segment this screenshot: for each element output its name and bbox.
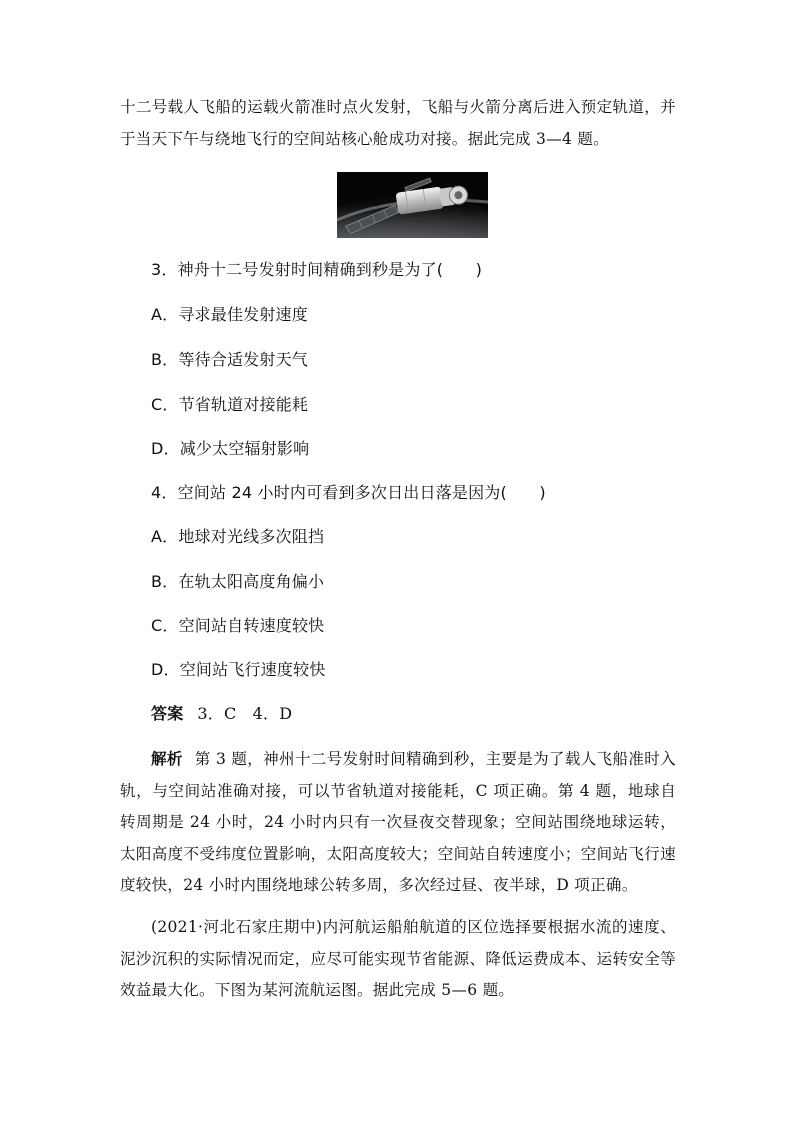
- next-text: 内河航运船舶航道的区位选择要根据水流的速度、泥沙沉积的实际情况而定，应尽可能实现节省能源、降低运费成本、运转安全等效益最大化。下图为某河流航运图。据此完成 5—6 题。: [120, 918, 677, 999]
- question-4-option-b: B．在轨太阳高度角偏小: [151, 572, 325, 591]
- question-4-stem: 4．空间站 24 小时内可看到多次日出日落是因为( ): [151, 483, 546, 502]
- next-section-paragraph: [120, 912, 676, 1007]
- answer-line: [151, 704, 292, 724]
- question-4-option-a: A．地球对光线多次阻挡: [151, 527, 325, 546]
- question-3-option-d: D．减少太空辐射影响: [151, 439, 310, 458]
- intro-paragraph: 十二号载人飞船的运载火箭准时点火发射，飞船与火箭分离后进入预定轨道，并于当天下午与绕地飞行的空间站核心舱成功对接。据此完成 3—4 题。: [120, 98, 676, 148]
- question-3-stem: 3．神舟十二号发射时间精确到秒是为了( ): [151, 260, 483, 279]
- analysis-label: 解析: [151, 749, 183, 768]
- analysis-text: 第 3 题，神州十二号发射时间精确到秒，主要是为了载人飞船准时入轨，与空间站准确对接，可以节省轨道对接能耗，C 项正确。第 4 题，地球自转周期是 24 小时，24 小时内只有一次昼夜交替现象；空间站围绕地球运转，太阳高度不受纬度位置影响，太阳高度较大；空间站自转速度小；空间站飞行速度较快，24 小时内围绕地球公转多周，多次经过昼、夜半球，D 项正确。: [120, 750, 676, 894]
- question-4-option-d: D．空间站飞行速度较快: [151, 660, 326, 679]
- answer-label: 答案: [151, 704, 184, 723]
- question-3-option-c: C．节省轨道对接能耗: [151, 395, 309, 414]
- spacecraft-photo: [337, 172, 488, 238]
- question-3-option-a: A．寻求最佳发射速度: [151, 305, 308, 324]
- question-3-option-b: B．等待合适发射天气: [151, 350, 308, 369]
- analysis-paragraph: [120, 743, 676, 902]
- next-source: (2021·河北石家庄期中): [151, 918, 323, 936]
- answer-text: 3．C 4．D: [197, 704, 293, 723]
- question-4-option-c: C．空间站自转速度较快: [151, 616, 325, 635]
